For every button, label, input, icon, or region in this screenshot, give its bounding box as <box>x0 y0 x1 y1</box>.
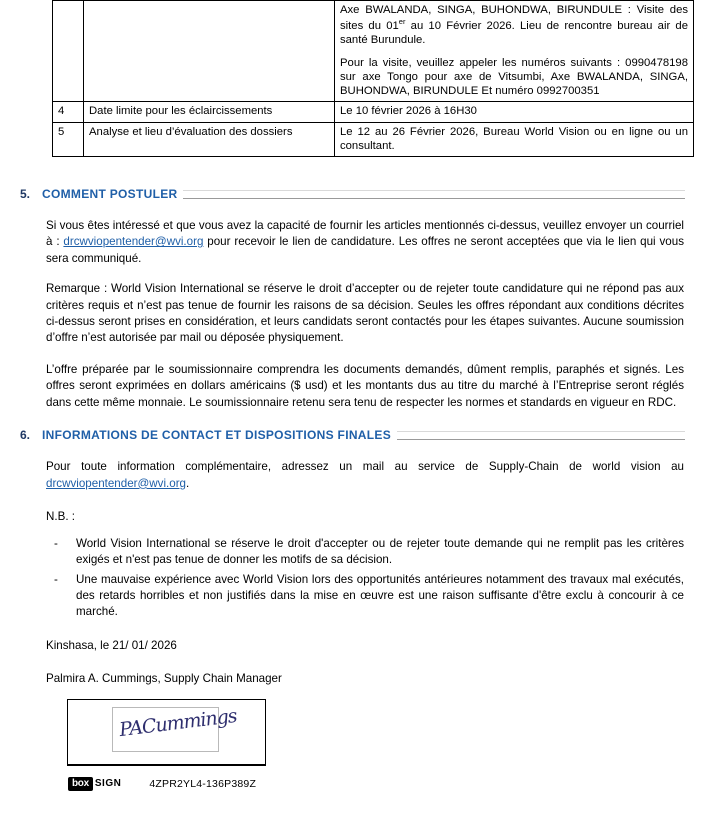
place-and-date: Kinshasa, le 21/ 01/ 2026 <box>46 638 177 652</box>
box-sign-label: SIGN <box>94 778 122 790</box>
contact-text-before: Pour toute information complémentaire, adressez un mail au service de Supply-Chain de world vision au <box>46 460 684 474</box>
box-logo <box>68 777 121 791</box>
nb-label: N.B. : <box>46 510 75 524</box>
row-detail-cell <box>335 1 694 102</box>
detail-paragraph: Axe BWALANDA, SINGA, BUHONDWA, BIRUNDULE : Visite des sites du 01er au 10 Février 2026. Lieu de rencontre bureau air de santé Burundule. <box>340 4 688 46</box>
signature-image-frame <box>112 704 238 752</box>
list-item <box>46 572 684 621</box>
section-divider <box>397 431 685 440</box>
place-date-block <box>46 638 684 654</box>
row-description-cell <box>84 1 335 102</box>
section5-paragraph-1 <box>46 218 684 267</box>
dash-bullet-icon: - <box>54 572 58 586</box>
section-number: 6. <box>20 428 31 443</box>
p1-text-before: Si vous êtes intéressé et que vous avez la capacité de fournir les articles mentionnés ci-dessus, veuillez envoyer un courriel à : <box>46 218 684 249</box>
row-detail-cell: Le 12 au 26 Février 2026, Bureau World Vision ou en ligne ou un consultant. <box>335 122 694 156</box>
row-number-cell: 5 <box>53 122 84 156</box>
contact-text-after: . <box>186 476 190 490</box>
row-detail-cell: Le 10 février 2026 à 16H30 <box>335 102 694 122</box>
section5-paragraph-2 <box>46 281 684 347</box>
detail-paragraph: Pour la visite, veuillez appeler les numéros suivants : 0990478198 sur axe Tongo pour axe de Vitsumbi, Axe BWALANDA, SINGA, BUHONDWA, BIRUNDULE Et numéro 0992700351 <box>340 57 688 98</box>
document-code: 4ZPR2YL4-136P389Z <box>149 777 257 790</box>
list-item-text: World Vision International se réserve le droit d'accepter ou de rejeter toute demande qui ne remplit pas les critères exigés et n'est pas tenue de donner les motifs de sa décision. <box>76 536 684 567</box>
remark-paragraph: Remarque : World Vision International se réserve le droit d’accepter ou de rejeter toute candidature qui ne répond pas aux critères requis et n’est pas tenue de fournir les raisons de sa décision. Seules les offres répondant aux conditions décrites ci-dessus seront prises en considération, et leurs candidats seront contactés pour les étapes suivantes. Aucune soumission d’offre n’est autorisée par mail ou déposée physiquement. <box>46 282 684 345</box>
list-item-text: Une mauvaise expérience avec World Vision lors des opportunités antérieures notamment des travaux mal exécutés, des retards horribles et non justifiés dans la mise en œuvre est une raison suffisante d'être exclu à concourir à ce marché. <box>76 572 684 619</box>
list-item <box>46 536 684 569</box>
email-link-tender[interactable]: drcwviopentender@wvi.org <box>63 235 204 249</box>
table-row <box>53 122 694 156</box>
section6-paragraph-1 <box>46 459 684 492</box>
section5-paragraph-3 <box>46 362 684 411</box>
signature-box <box>67 699 266 790</box>
row-description-cell: Date limite pour les éclaircissements <box>84 102 335 122</box>
signer-block <box>46 671 684 687</box>
table-row <box>53 102 694 122</box>
row-number-cell: 4 <box>53 102 84 122</box>
section-heading-informations-contact <box>20 428 685 442</box>
signer-name-title: Palmira A. Cummings, Supply Chain Manager <box>46 672 282 686</box>
section-title: COMMENT POSTULER <box>42 186 178 201</box>
table-row <box>53 1 694 102</box>
dash-bullet-icon: - <box>54 536 58 550</box>
row-description-cell: Analyse et lieu d’évaluation des dossiers <box>84 122 335 156</box>
row-number-cell <box>53 1 84 102</box>
section-title: INFORMATIONS DE CONTACT ET DISPOSITIONS FINALES <box>42 428 391 443</box>
handwritten-signature: PACummings <box>118 704 238 741</box>
schedule-table <box>52 0 694 157</box>
conditions-list <box>46 536 684 621</box>
offer-paragraph: L’offre préparée par le soumissionnaire comprendra les documents demandés, dûment remplis, paraphés et signés. Les offres seront exprimées en dollars américains ($ usd) et les montants dus au titre du marché à l’Entreprise seront réglés dans cette même monnaie. Le soumissionnaire retenu sera tenu de respecter les normes et standards en vigueur en RDC. <box>46 362 684 409</box>
signature-footer <box>68 773 265 791</box>
section-heading-comment-postuler <box>20 187 685 201</box>
signature-divider <box>68 764 265 765</box>
nb-label-block <box>46 509 684 525</box>
box-badge-icon: box <box>68 777 93 791</box>
section-divider <box>183 190 685 199</box>
p1-text-after: pour recevoir le lien de candidature. Les offres ne seront acceptées que via le lien qui vous sera communiqué. <box>46 235 684 265</box>
section-number: 5. <box>20 186 31 201</box>
email-link-contact[interactable]: drcwviopentender@wvi.org <box>46 476 187 490</box>
conditions-list-block <box>46 536 684 621</box>
